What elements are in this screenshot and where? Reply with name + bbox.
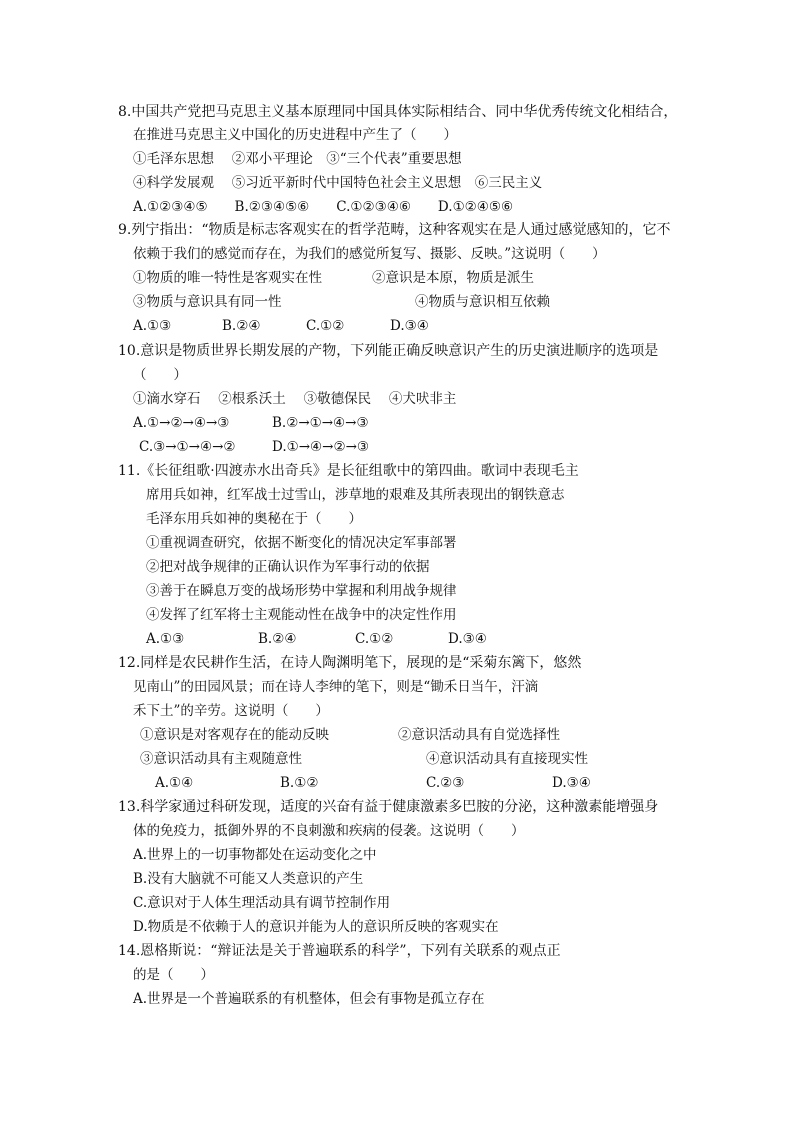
question-9-option-4: ④物质与意识相互依赖 [415, 294, 550, 310]
question-12-option-3: ③意识活动具有主观随意性 [140, 751, 302, 767]
question-13-choice-c: C.意识对于人体生理活动具有调节控制作用 [133, 895, 391, 911]
question-10-choice-b: B.②→①→④→③ [272, 415, 369, 431]
question-8-stem-line-2: 在推进马克思主义中国化的历史进程中产生了（ ） [133, 127, 457, 143]
question-12-choice-d: D.③④ [552, 775, 591, 791]
question-13-choice-d: D.物质是不依赖于人的意识并能为人的意识所反映的客观实在 [133, 919, 499, 935]
question-9-option-3: ③物质与意识具有同一性 [133, 294, 282, 310]
question-14-stem-line-1: 14.恩格斯说：“辩证法是关于普遍联系的科学”，下列有关联系的观点正 [118, 943, 561, 959]
question-10-choice-a: A.①→②→④→③ [133, 415, 230, 431]
question-12-stem-line-2: 见南山”的田园风景；而在诗人李绅的笔下，则是“锄禾日当午，汗滴 [133, 679, 539, 695]
question-13-stem-line-2: 体的免疫力，抵御外界的不良刺激和疾病的侵袭。这说明（ ） [133, 823, 525, 839]
question-11-choice-a: A.①③ [146, 631, 185, 647]
question-13-choice-b: B.没有大脑就不可能又人类意识的产生 [133, 871, 364, 887]
question-11-stem-line-3: 毛泽东用兵如神的奥秘在于（ ） [146, 511, 362, 527]
question-13-choice-a: A.世界上的一切事物都处在运动变化之中 [133, 847, 377, 863]
question-9-choice-d: D.③④ [390, 318, 429, 334]
question-9-choice-c: C.①② [306, 318, 345, 334]
question-12-choice-b: B.①② [280, 775, 319, 791]
question-9-stem-line-2: 依赖于我们的感觉而存在，为我们的感觉所复写、摄影、反映。”这说明（ ） [133, 246, 606, 262]
question-12-choice-a: A.①④ [155, 775, 194, 791]
question-13-stem-line-1: 13.科学家通过科研发现，适度的兴奋有益于健康激素多巴胺的分泌，这种激素能增强身 [118, 799, 659, 815]
question-9-choice-a: A.①③ [133, 318, 172, 334]
question-12-option-4: ④意识活动具有直接现实性 [426, 751, 588, 767]
question-10-choice-c: C.③→①→④→② [139, 439, 236, 455]
question-9-stem-line-1: 9.列宁指出：“物质是标志客观实在的哲学范畴，这种客观实在是人通过感觉感知的，它不 [118, 222, 671, 238]
question-11-option-1: ①重视调查研究，依据不断变化的情况决定军事部署 [146, 535, 457, 551]
question-14-choice-a: A.世界是一个普遍联系的有机整体，但会有事物是孤立存在 [133, 991, 485, 1007]
question-10-stem-line-1: 10.意识是物质世界长期发展的产物，下列能正确反映意识产生的历史演进顺序的选项是 [118, 343, 659, 359]
question-14-stem-line-2: 的是（ ） [133, 967, 214, 983]
question-11-option-2: ②把对战争规律的正确认识作为军事行动的依据 [146, 559, 430, 575]
question-9-option-1: ①物质的唯一特性是客观实在性 [133, 270, 322, 286]
question-8-stem-line-1: 8.中国共产党把马克思主义基本原理同中国具体实际相结合、同中华优秀传统文化相结合， [118, 104, 678, 120]
question-10-choice-d: D.①→④→②→③ [272, 439, 369, 455]
question-11-option-4: ④发挥了红军将士主观能动性在战争中的决定性作用 [146, 607, 457, 623]
question-9-option-2: ②意识是本原，物质是派生 [372, 270, 534, 286]
question-11-choice-d: D.③④ [448, 631, 487, 647]
question-8-answer-choices: A.①②③④⑤ B.②③④⑤⑥ C.①②③④⑥ D.①②④⑤⑥ [133, 199, 514, 215]
question-10-options: ①滴水穿石 ②根系沃土 ③敬德保民 ④犬吠非主 [133, 391, 457, 407]
question-10-stem-line-2: （ ） [133, 367, 187, 383]
question-12-option-1: ①意识是对客观存在的能动反映 [140, 727, 329, 743]
question-12-stem-line-1: 12.同样是农民耕作生活，在诗人陶渊明笔下，展现的是“采菊东篱下，悠然 [118, 655, 582, 671]
question-8-options-line-1: ①毛泽东思想 ②邓小平理论 ③“三个代表”重要思想 [133, 151, 462, 167]
question-8-options-line-2: ④科学发展观 ⑤习近平新时代中国特色社会主义思想 ⑥三民主义 [133, 175, 543, 191]
question-12-stem-line-3: 禾下土”的辛劳。这说明（ ） [133, 703, 329, 719]
question-11-option-3: ③善于在瞬息万变的战场形势中掌握和利用战争规律 [146, 583, 457, 599]
question-11-choice-c: C.①② [355, 631, 394, 647]
question-11-stem-line-1: 11.《长征组歌·四渡赤水出奇兵》是长征组歌中的第四曲。歌词中表现毛主 [118, 463, 579, 479]
question-11-choice-b: B.②④ [258, 631, 297, 647]
question-12-choice-c: C.②③ [426, 775, 465, 791]
question-11-stem-line-2: 席用兵如神，红军战士过雪山，涉草地的艰难及其所表现出的钢铁意志 [146, 487, 565, 503]
question-12-option-2: ②意识活动具有自觉选择性 [398, 727, 560, 743]
question-9-choice-b: B.②④ [222, 318, 261, 334]
